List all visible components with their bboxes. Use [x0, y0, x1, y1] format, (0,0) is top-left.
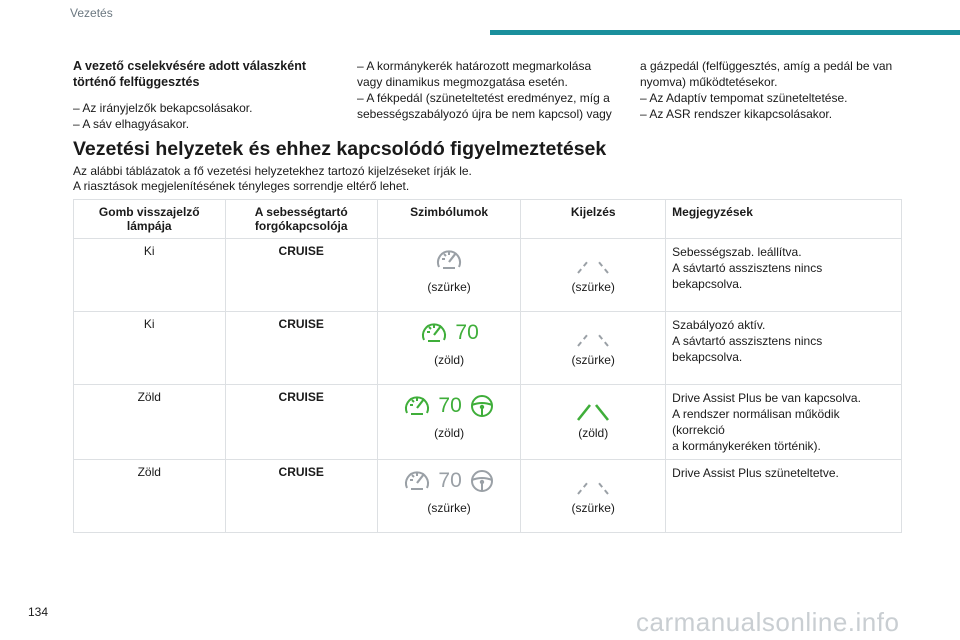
remark-line: Sebességszab. leállítva.: [672, 245, 802, 259]
text-line: – Az ASR rendszer kikapcsolásakor.: [640, 107, 833, 121]
symbols-cell: [377, 385, 520, 460]
symbols-cell: [377, 312, 520, 385]
text-line: nyomva) működtetésekor.: [640, 75, 778, 89]
display-color-note: (zöld): [578, 426, 609, 440]
text-line: – A fékpedál (szüneteltetést eredményez, míg a: [357, 91, 610, 105]
list-item: – A sáv elhagyásakor.: [73, 117, 190, 131]
list-item: – Az irányjelzők bekapcsolásakor.: [73, 101, 253, 115]
lane-lines-icon: [558, 395, 628, 423]
remark-line: A rendszer normálisan működik (korrekció: [672, 407, 840, 437]
remark-line: Drive Assist Plus be van kapcsolva.: [672, 391, 861, 405]
warnings-table: [73, 199, 902, 533]
steering-wheel-icon: [468, 393, 496, 419]
column-right: [640, 58, 900, 122]
switch-cell: CRUISE: [225, 385, 377, 460]
lamp-cell: Zöld: [74, 460, 226, 533]
display-color-note: (szürke): [571, 353, 615, 367]
set-speed-value: 70: [438, 394, 462, 417]
column-middle: [357, 58, 622, 122]
display-cell: [521, 312, 666, 385]
remark-line: Szabályozó aktív.: [672, 318, 766, 332]
col-header-symbols: Szimbólumok: [377, 200, 520, 239]
display-cell: [521, 460, 666, 533]
remark-line: a kormánykeréken történik).: [672, 439, 821, 453]
remark-line: Drive Assist Plus szüneteltetve.: [672, 466, 839, 480]
display-color-note: (szürke): [571, 280, 615, 294]
speedometer-icon: [402, 393, 432, 419]
speedometer-icon: [402, 468, 432, 494]
lamp-cell: Zöld: [74, 385, 226, 460]
lamp-cell: Ki: [74, 239, 226, 312]
lane-lines-icon: [558, 322, 628, 350]
col-header-display: Kijelzés: [521, 200, 666, 239]
table-row: [74, 239, 902, 312]
lane-lines-icon: [558, 249, 628, 277]
section-title: Vezetési helyzetek és ehhez kapcsolódó figyelmeztetések: [73, 138, 607, 160]
remarks-cell: [666, 385, 902, 460]
speedometer-icon: [434, 247, 464, 273]
switch-cell: CRUISE: [225, 460, 377, 533]
text-line: a gázpedál (felfüggesztés, amíg a pedál be van: [640, 59, 893, 73]
set-speed-value: 70: [438, 469, 462, 492]
col-header-remarks: Megjegyzések: [666, 200, 902, 239]
symbol-color-note: (zöld): [434, 426, 465, 440]
watermark: carmanualsonline.info: [636, 607, 900, 637]
intro-line: A riasztások megjelenítésének tényleges sorrendje eltérő lehet.: [73, 179, 410, 193]
remarks-cell: [666, 312, 902, 385]
set-speed-value: 70: [455, 321, 479, 344]
header-accent-bar: [490, 30, 960, 35]
intro-text: [73, 164, 472, 194]
display-cell: [521, 385, 666, 460]
lamp-cell: Ki: [74, 312, 226, 385]
speedometer-icon: [419, 320, 449, 346]
symbol-color-note: (szürke): [427, 501, 471, 515]
remark-line: A sávtartó asszisztens nincs bekapcsolva.: [672, 334, 823, 364]
display-cell: [521, 239, 666, 312]
remarks-cell: [666, 460, 902, 533]
steering-wheel-icon: [468, 468, 496, 494]
remark-line: A sávtartó asszisztens nincs bekapcsolva.: [672, 261, 823, 291]
switch-cell: CRUISE: [225, 312, 377, 385]
column-heading: A vezető cselekvésére adott válaszként történő felfüggesztés: [73, 59, 306, 89]
text-line: vagy dinamikus megmozgatása esetén.: [357, 75, 568, 89]
page-number: 134: [28, 605, 49, 619]
text-line: sebességszabályozó újra be nem kapcsol) vagy: [357, 107, 612, 121]
running-header: Vezetés: [70, 6, 113, 20]
lane-lines-icon: [558, 470, 628, 498]
display-color-note: (szürke): [571, 501, 615, 515]
col-header-switch: A sebességtartó forgókapcsolója: [225, 200, 377, 239]
symbol-color-note: (szürke): [427, 280, 471, 294]
table-row: [74, 460, 902, 533]
remarks-cell: [666, 239, 902, 312]
col-header-lamp: Gomb visszajelző lámpája: [74, 200, 226, 239]
symbols-cell: [377, 460, 520, 533]
table-header-row: [74, 200, 902, 239]
column-left: [73, 58, 333, 132]
table-row: [74, 385, 902, 460]
text-line: – A kormánykerék határozott megmarkolása: [357, 59, 592, 73]
table-row: [74, 312, 902, 385]
switch-cell: CRUISE: [225, 239, 377, 312]
intro-line: Az alábbi táblázatok a fő vezetési helyzetekhez tartozó kijelzéseket írják le.: [73, 164, 472, 178]
text-line: – Az Adaptív tempomat szüneteltetése.: [640, 91, 848, 105]
symbol-color-note: (zöld): [434, 353, 465, 367]
symbols-cell: [377, 239, 520, 312]
